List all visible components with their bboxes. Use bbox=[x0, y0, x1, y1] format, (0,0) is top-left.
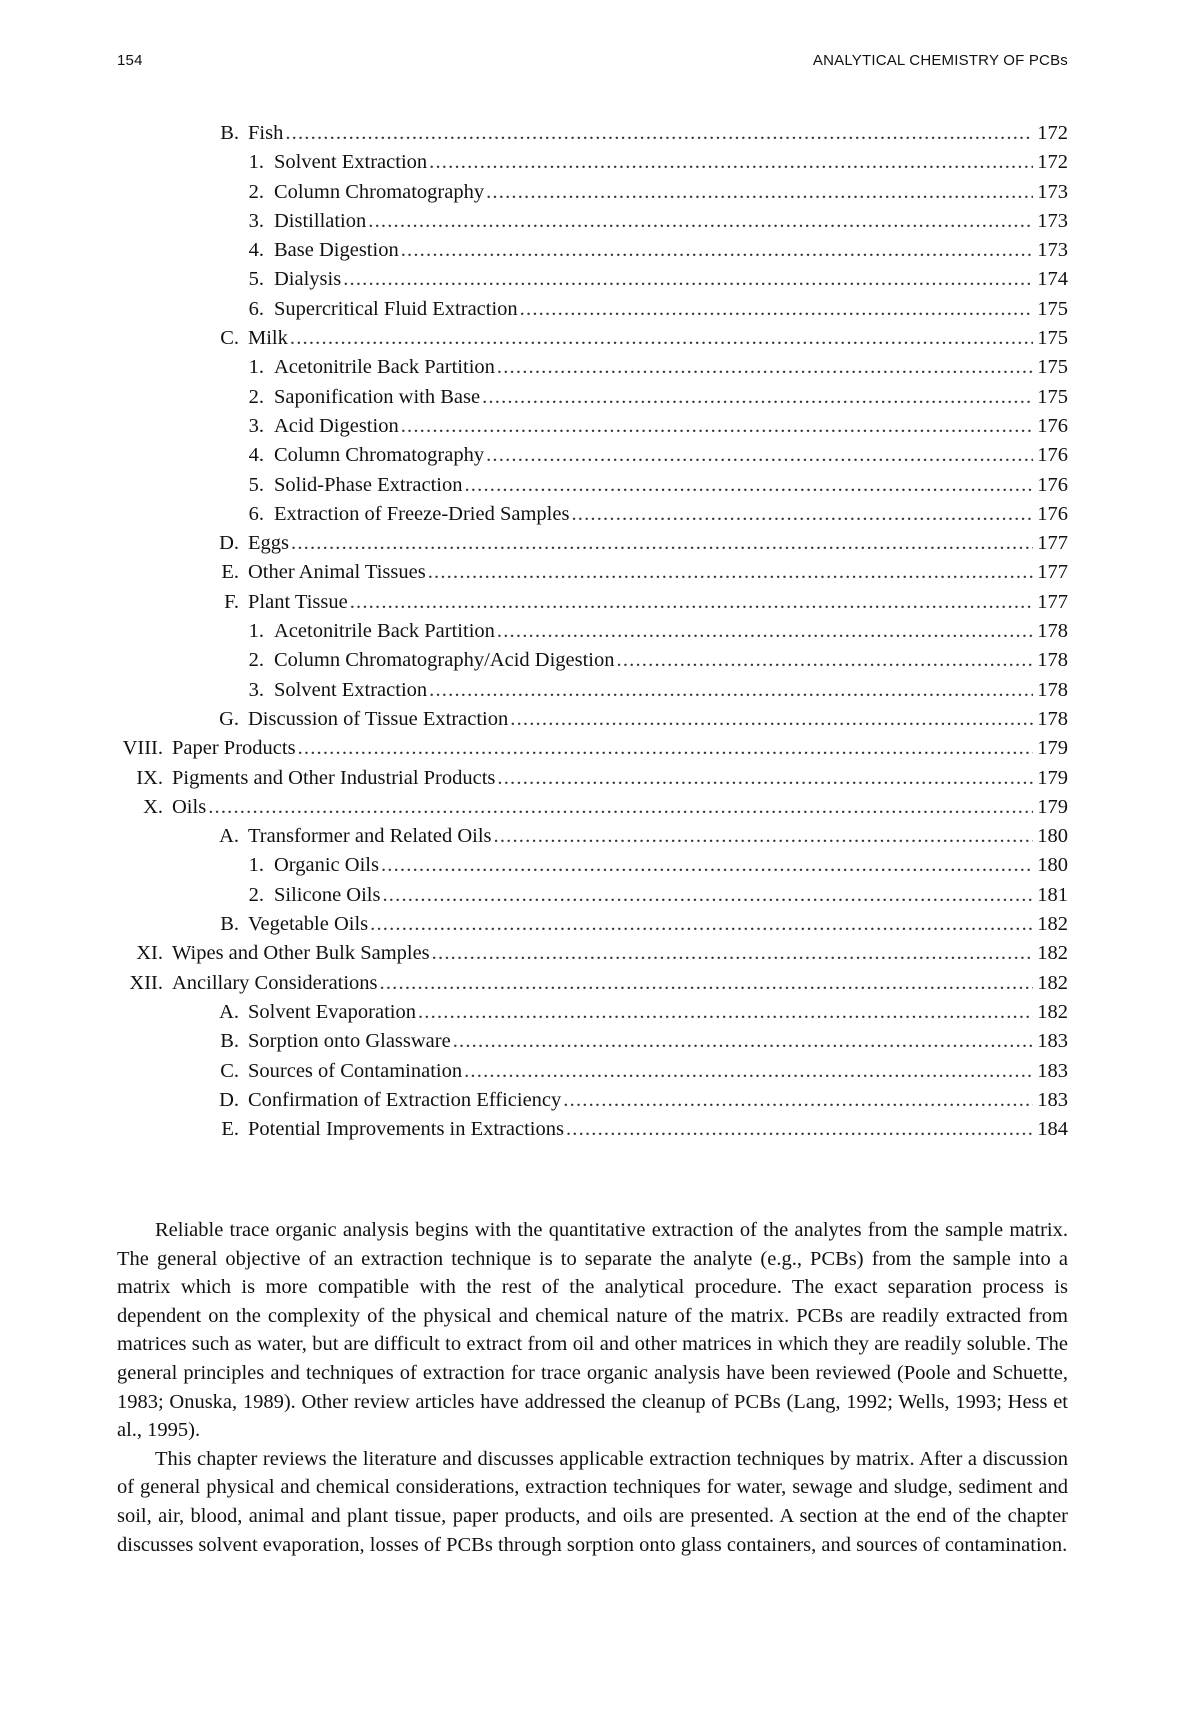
toc-entry bbox=[117, 796, 1068, 825]
toc-entry-line bbox=[248, 561, 1068, 584]
toc-entry-line bbox=[172, 767, 1068, 790]
toc-entry bbox=[117, 239, 1068, 268]
toc-entry-number: 2. bbox=[248, 180, 264, 203]
toc-entry-title: Milk bbox=[248, 327, 288, 350]
toc-entry-page: 179 bbox=[1037, 795, 1068, 818]
toc-entry-title: Column Chromatography bbox=[274, 444, 485, 467]
toc-entry-page: 176 bbox=[1037, 444, 1068, 467]
toc-entry-line bbox=[274, 679, 1068, 702]
toc-entry-number: 1. bbox=[248, 151, 264, 174]
dot-leader bbox=[566, 1118, 1033, 1141]
toc-entry-page: 175 bbox=[1037, 327, 1068, 350]
toc-entry-title: Acetonitrile Back Partition bbox=[274, 620, 495, 643]
toc-entry-page: 177 bbox=[1037, 532, 1068, 555]
toc-entry-page: 173 bbox=[1037, 180, 1068, 203]
toc-entry-page: 175 bbox=[1037, 385, 1068, 408]
toc-entry bbox=[117, 210, 1068, 239]
toc-entry-line bbox=[172, 942, 1068, 965]
toc-entry bbox=[117, 942, 1068, 971]
toc-entry-number: IX. bbox=[136, 766, 163, 789]
toc-entry bbox=[117, 737, 1068, 766]
dot-leader bbox=[381, 854, 1033, 877]
dot-leader bbox=[464, 1060, 1033, 1083]
toc-entry-title: Pigments and Other Industrial Products bbox=[172, 766, 496, 789]
dot-leader bbox=[497, 767, 1033, 790]
dot-leader bbox=[453, 1030, 1034, 1053]
toc-entry bbox=[117, 327, 1068, 356]
dot-leader bbox=[617, 649, 1034, 672]
paragraph-1: Reliable trace organic analysis begins with the quantitative extraction of the analytes from the sample matrix. The general objective of an extraction technique is to separate the analyte (e.g., PCBs) from the sample into a matrix which is more compatible with the rest of the analytical procedure. The exact separation process is dependent on the complexity of the physical and chemical nature of the matrix. PCBs are readily extracted from matrices such as water, but are difficult to extract from oil and other matrices in which they are readily soluble. The general principles and techniques of extraction for trace organic analysis have been reviewed (Poole and Schuette, 1983; Onuska, 1989). Other review articles have addressed the cleanup of PCBs (Lang, 1992; Wells, 1993; Hess et al., 1995). bbox=[117, 1219, 1068, 1442]
toc-entry-page: 182 bbox=[1037, 971, 1068, 994]
toc-entry-line bbox=[274, 474, 1068, 497]
toc-entry-number: G. bbox=[219, 707, 239, 730]
dot-leader bbox=[368, 210, 1033, 233]
toc-entry-title: Fish bbox=[248, 122, 284, 144]
toc-entry-line bbox=[172, 796, 1068, 819]
dot-leader bbox=[285, 122, 1033, 145]
toc-entry-number: A. bbox=[219, 1000, 239, 1023]
toc-entry bbox=[117, 122, 1068, 151]
toc-entry bbox=[117, 884, 1068, 913]
dot-leader bbox=[401, 415, 1034, 438]
toc-entry-number: 1. bbox=[248, 854, 264, 877]
toc-entry-title: Supercritical Fluid Extraction bbox=[274, 297, 518, 320]
toc-entry-title: Acetonitrile Back Partition bbox=[274, 356, 495, 379]
toc-entry-title: Sorption onto Glassware bbox=[248, 1030, 451, 1053]
toc-entry-number: X. bbox=[143, 795, 163, 818]
toc-entry-number: 2. bbox=[248, 883, 264, 906]
toc-entry-page: 179 bbox=[1037, 737, 1068, 760]
toc-entry-number: 3. bbox=[248, 678, 264, 701]
toc-entry-page: 178 bbox=[1037, 620, 1068, 643]
toc-entry-title: Other Animal Tissues bbox=[248, 561, 426, 584]
toc-entry bbox=[117, 151, 1068, 180]
toc-entry bbox=[117, 708, 1068, 737]
toc-entry-line bbox=[274, 415, 1068, 438]
toc-entry bbox=[117, 854, 1068, 883]
toc-entry-number: 5. bbox=[248, 473, 264, 496]
dot-leader bbox=[370, 913, 1033, 936]
toc-entry-line bbox=[274, 386, 1068, 409]
toc-entry bbox=[117, 356, 1068, 385]
dot-leader bbox=[429, 151, 1033, 174]
toc-entry bbox=[117, 474, 1068, 503]
toc-entry-number: A. bbox=[219, 825, 239, 848]
body-text bbox=[117, 1216, 1068, 1559]
dot-leader bbox=[350, 591, 1034, 614]
toc-entry bbox=[117, 1030, 1068, 1059]
toc-entry-number: B. bbox=[220, 122, 239, 144]
toc-entry bbox=[117, 591, 1068, 620]
toc-entry-line bbox=[248, 913, 1068, 936]
toc-entry-line bbox=[274, 503, 1068, 526]
dot-leader bbox=[428, 561, 1034, 584]
toc-entry-number: B. bbox=[220, 913, 239, 936]
toc-entry-title: Base Digestion bbox=[274, 239, 399, 262]
toc-entry-number: 6. bbox=[248, 502, 264, 525]
toc-entry-title: Solvent Evaporation bbox=[248, 1000, 416, 1023]
toc-entry bbox=[117, 415, 1068, 444]
toc-entry-number: 3. bbox=[248, 414, 264, 437]
toc-entry-title: Plant Tissue bbox=[248, 590, 348, 613]
toc-entry bbox=[117, 679, 1068, 708]
toc-entry-line bbox=[248, 1030, 1068, 1053]
toc-entry-page: 173 bbox=[1037, 239, 1068, 262]
toc-entry-number: 2. bbox=[248, 649, 264, 672]
toc-entry-page: 179 bbox=[1037, 766, 1068, 789]
toc-entry bbox=[117, 561, 1068, 590]
toc-entry-number: 3. bbox=[248, 209, 264, 232]
table-of-contents bbox=[117, 122, 1068, 1147]
toc-entry-line bbox=[274, 620, 1068, 643]
toc-entry-line bbox=[274, 356, 1068, 379]
toc-entry bbox=[117, 767, 1068, 796]
toc-entry-title: Transformer and Related Oils bbox=[248, 825, 492, 848]
toc-entry-line bbox=[248, 1118, 1068, 1141]
toc-entry-title: Confirmation of Extraction Efficiency bbox=[248, 1088, 562, 1111]
toc-entry-line bbox=[274, 268, 1068, 291]
toc-entry-title: Column Chromatography/Acid Digestion bbox=[274, 649, 615, 672]
toc-entry-line bbox=[274, 181, 1068, 204]
dot-leader bbox=[382, 884, 1033, 907]
dot-leader bbox=[464, 474, 1033, 497]
toc-entry-number: 6. bbox=[248, 297, 264, 320]
toc-entry-page: 180 bbox=[1037, 854, 1068, 877]
toc-entry-number: XI. bbox=[136, 942, 163, 965]
toc-entry-page: 177 bbox=[1037, 590, 1068, 613]
toc-entry bbox=[117, 298, 1068, 327]
toc-entry bbox=[117, 181, 1068, 210]
toc-entry-line bbox=[248, 825, 1068, 848]
toc-entry-page: 173 bbox=[1037, 209, 1068, 232]
toc-entry-number: B. bbox=[220, 1030, 239, 1053]
dot-leader bbox=[497, 356, 1033, 379]
toc-entry-title: Solvent Extraction bbox=[274, 151, 428, 174]
toc-entry-page: 184 bbox=[1037, 1118, 1068, 1141]
toc-entry bbox=[117, 913, 1068, 942]
toc-entry-page: 176 bbox=[1037, 473, 1068, 496]
toc-entry-title: Solvent Extraction bbox=[274, 678, 428, 701]
toc-entry-title: Extraction of Freeze-Dried Samples bbox=[274, 502, 570, 525]
dot-leader bbox=[343, 268, 1033, 291]
toc-entry-line bbox=[274, 239, 1068, 262]
toc-entry-page: 183 bbox=[1037, 1059, 1068, 1082]
toc-entry-number: VIII. bbox=[122, 737, 163, 760]
toc-entry-page: 181 bbox=[1037, 883, 1068, 906]
dot-leader bbox=[482, 386, 1033, 409]
toc-entry-line bbox=[248, 591, 1068, 614]
toc-entry-page: 176 bbox=[1037, 502, 1068, 525]
toc-entry bbox=[117, 825, 1068, 854]
toc-entry-number: D. bbox=[219, 532, 239, 555]
dot-leader bbox=[291, 532, 1033, 555]
toc-entry-page: 172 bbox=[1037, 151, 1068, 174]
dot-leader bbox=[432, 942, 1034, 965]
dot-leader bbox=[290, 327, 1033, 350]
toc-entry-title: Ancillary Considerations bbox=[172, 971, 378, 994]
toc-entry-page: 182 bbox=[1037, 942, 1068, 965]
toc-entry-title: Solid-Phase Extraction bbox=[274, 473, 463, 496]
dot-leader bbox=[520, 298, 1034, 321]
toc-entry-number: 2. bbox=[248, 385, 264, 408]
toc-entry bbox=[117, 444, 1068, 473]
toc-entry-number: E. bbox=[221, 1118, 239, 1141]
toc-entry-line bbox=[274, 649, 1068, 672]
toc-entry-title: Paper Products bbox=[172, 737, 296, 760]
toc-entry-line bbox=[248, 327, 1068, 350]
running-header bbox=[117, 52, 1068, 69]
toc-entry-page: 175 bbox=[1037, 356, 1068, 379]
toc-entry-number: XII. bbox=[129, 971, 163, 994]
toc-entry-line bbox=[274, 210, 1068, 233]
toc-entry-page: 178 bbox=[1037, 707, 1068, 730]
toc-entry-line bbox=[274, 854, 1068, 877]
toc-entry-title: Saponification with Base bbox=[274, 385, 481, 408]
toc-entry-line bbox=[248, 1001, 1068, 1024]
toc-entry-page: 177 bbox=[1037, 561, 1068, 584]
toc-entry-number: 1. bbox=[248, 620, 264, 643]
toc-entry bbox=[117, 649, 1068, 678]
page-number: 154 bbox=[117, 52, 143, 69]
dot-leader bbox=[429, 679, 1033, 702]
toc-entry bbox=[117, 1118, 1068, 1147]
dot-leader bbox=[497, 620, 1033, 643]
toc-entry-page: 182 bbox=[1037, 913, 1068, 936]
toc-entry-title: Acid Digestion bbox=[274, 414, 399, 437]
toc-entry-page: 180 bbox=[1037, 825, 1068, 848]
toc-entry bbox=[117, 972, 1068, 1001]
toc-entry-page: 174 bbox=[1037, 268, 1068, 291]
toc-entry-page: 178 bbox=[1037, 649, 1068, 672]
toc-entry bbox=[117, 620, 1068, 649]
dot-leader bbox=[208, 796, 1033, 819]
toc-entry bbox=[117, 268, 1068, 297]
toc-entry-page: 176 bbox=[1037, 414, 1068, 437]
toc-entry bbox=[117, 386, 1068, 415]
paragraph-2: This chapter reviews the literature and discusses applicable extraction techniques by matrix. After a discussion of general physical and chemical considerations, extraction techniques for water, sewage and sludge, sediment and soil, air, blood, animal and plant tissue, paper products, and oils are presented. A section at the end of the chapter discusses solvent evaporation, losses of PCBs through sorption onto glass containers, and sources of contamination. bbox=[117, 1447, 1068, 1556]
toc-entry-line bbox=[248, 1089, 1068, 1112]
dot-leader bbox=[494, 825, 1034, 848]
toc-entry bbox=[117, 1001, 1068, 1030]
toc-entry-title: Wipes and Other Bulk Samples bbox=[172, 942, 430, 965]
toc-entry-title: Sources of Contamination bbox=[248, 1059, 463, 1082]
toc-entry-line bbox=[248, 708, 1068, 731]
running-title: ANALYTICAL CHEMISTRY OF PCBs bbox=[812, 52, 1068, 69]
dot-leader bbox=[571, 503, 1033, 526]
toc-entry-line bbox=[274, 298, 1068, 321]
toc-entry bbox=[117, 532, 1068, 561]
dot-leader bbox=[401, 239, 1034, 262]
toc-entry-title: Silicone Oils bbox=[274, 883, 381, 906]
toc-entry-line bbox=[172, 737, 1068, 760]
dot-leader bbox=[418, 1001, 1033, 1024]
toc-entry-page: 178 bbox=[1037, 678, 1068, 701]
toc-entry-page: 182 bbox=[1037, 1000, 1068, 1023]
toc-entry-number: F. bbox=[224, 590, 239, 613]
toc-entry-title: Oils bbox=[172, 795, 207, 818]
toc-entry bbox=[117, 1089, 1068, 1118]
dot-leader bbox=[510, 708, 1033, 731]
toc-entry-title: Distillation bbox=[274, 209, 367, 232]
toc-entry-title: Organic Oils bbox=[274, 854, 379, 877]
toc-entry-line bbox=[274, 884, 1068, 907]
toc-entry-page: 183 bbox=[1037, 1088, 1068, 1111]
toc-entry-title: Dialysis bbox=[274, 268, 342, 291]
toc-entry-number: 1. bbox=[248, 356, 264, 379]
toc-entry-line bbox=[248, 532, 1068, 555]
dot-leader bbox=[380, 972, 1034, 995]
toc-entry-page: 172 bbox=[1037, 122, 1068, 144]
toc-entry-number: 4. bbox=[248, 444, 264, 467]
toc-entry-line bbox=[248, 1060, 1068, 1083]
toc-entry-line bbox=[248, 122, 1068, 145]
toc-entry-number: C. bbox=[220, 327, 239, 350]
toc-entry-number: C. bbox=[220, 1059, 239, 1082]
dot-leader bbox=[298, 737, 1034, 760]
toc-entry-number: 5. bbox=[248, 268, 264, 291]
toc-entry-line bbox=[172, 972, 1068, 995]
toc-entry-number: E. bbox=[221, 561, 239, 584]
toc-entry-title: Column Chromatography bbox=[274, 180, 485, 203]
toc-entry bbox=[117, 503, 1068, 532]
toc-entry bbox=[117, 1060, 1068, 1089]
toc-entry-page: 175 bbox=[1037, 297, 1068, 320]
toc-entry-number: 4. bbox=[248, 239, 264, 262]
toc-entry-title: Discussion of Tissue Extraction bbox=[248, 707, 509, 730]
toc-entry-line bbox=[274, 444, 1068, 467]
toc-entry-line bbox=[274, 151, 1068, 174]
toc-entry-title: Vegetable Oils bbox=[248, 913, 369, 936]
toc-entry-title: Potential Improvements in Extractions bbox=[248, 1118, 564, 1141]
toc-entry-title: Eggs bbox=[248, 532, 289, 555]
dot-leader bbox=[486, 181, 1033, 204]
toc-entry-number: D. bbox=[219, 1088, 239, 1111]
dot-leader bbox=[486, 444, 1033, 467]
dot-leader bbox=[563, 1089, 1033, 1112]
toc-entry-page: 183 bbox=[1037, 1030, 1068, 1053]
